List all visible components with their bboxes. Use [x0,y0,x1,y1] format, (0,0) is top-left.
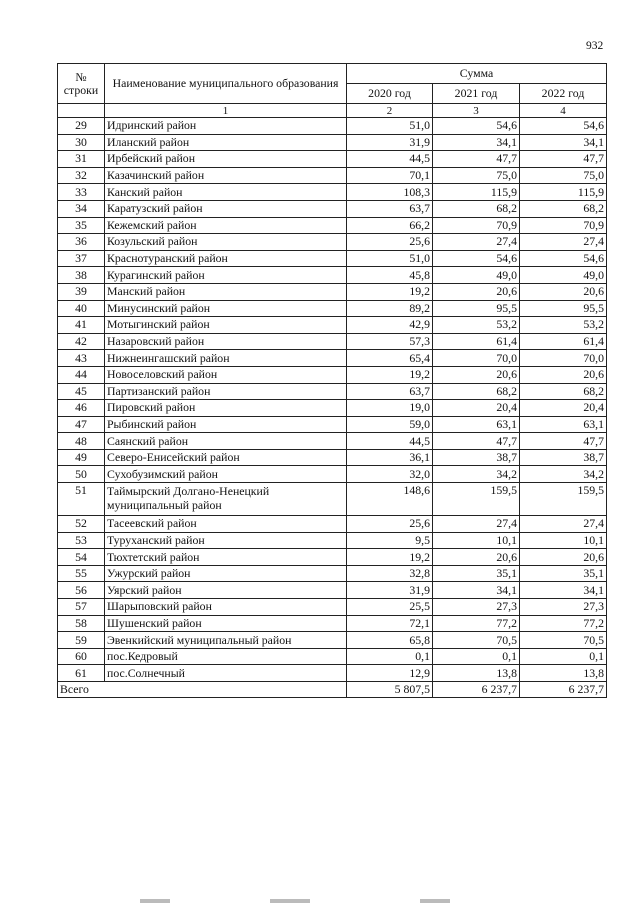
municipality-name-cell: Партизанский район [105,383,347,400]
value-2020-cell: 9,5 [347,532,433,549]
municipality-name-cell: Пировский район [105,400,347,417]
value-2020-cell: 108,3 [347,184,433,201]
row-number-cell: 30 [58,134,105,151]
column-number-3: 3 [433,104,520,118]
municipality-name-cell: Казачинский район [105,167,347,184]
total-2021: 6 237,7 [433,682,520,698]
value-2020-cell: 63,7 [347,200,433,217]
value-2022-cell: 54,6 [520,250,607,267]
value-2020-cell: 31,9 [347,582,433,599]
value-2022-cell: 68,2 [520,200,607,217]
municipality-name-cell: Назаровский район [105,333,347,350]
value-2021-cell: 47,7 [433,151,520,168]
value-2022-cell: 27,3 [520,599,607,616]
municipality-name-cell: Шушенский район [105,615,347,632]
value-2020-cell: 25,6 [347,234,433,251]
table-row [58,151,607,168]
table-row [58,267,607,284]
value-2022-cell: 20,4 [520,400,607,417]
table-row [58,516,607,533]
value-2020-cell: 44,5 [347,433,433,450]
value-2022-cell: 53,2 [520,317,607,334]
value-2021-cell: 68,2 [433,200,520,217]
table-row [58,648,607,665]
value-2021-cell: 53,2 [433,317,520,334]
row-number-cell: 58 [58,615,105,632]
value-2022-cell: 34,2 [520,466,607,483]
table-row [58,250,607,267]
municipality-name-cell: Шарыповский район [105,599,347,616]
value-2022-cell: 47,7 [520,433,607,450]
value-2021-cell: 70,9 [433,217,520,234]
row-number-cell: 59 [58,632,105,649]
value-2020-cell: 65,8 [347,632,433,649]
row-number-cell: 46 [58,400,105,417]
value-2021-cell: 34,1 [433,134,520,151]
row-number-cell: 51 [58,483,105,516]
row-number-cell: 57 [58,599,105,616]
value-2021-cell: 159,5 [433,483,520,516]
row-number-cell: 52 [58,516,105,533]
municipality-name-cell: Манский район [105,283,347,300]
value-2022-cell: 10,1 [520,532,607,549]
municipality-name-cell: пос.Кедровый [105,648,347,665]
column-number-1: 1 [105,104,347,118]
footer-scan-marks [140,897,460,905]
table-row [58,400,607,417]
value-2022-cell: 38,7 [520,449,607,466]
row-number-cell: 31 [58,151,105,168]
value-2022-cell: 77,2 [520,615,607,632]
value-2020-cell: 32,8 [347,565,433,582]
row-number-cell: 43 [58,350,105,367]
value-2022-cell: 34,1 [520,582,607,599]
value-2021-cell: 77,2 [433,615,520,632]
column-number-2: 2 [347,104,433,118]
value-2021-cell: 20,6 [433,283,520,300]
row-number-header-line2: строки [63,82,99,97]
table-row [58,366,607,383]
table-row [58,483,607,516]
value-2020-cell: 59,0 [347,416,433,433]
value-2020-cell: 70,1 [347,167,433,184]
row-number-cell: 35 [58,217,105,234]
value-2020-cell: 19,2 [347,549,433,566]
row-number-cell: 56 [58,582,105,599]
value-2022-cell: 27,4 [520,234,607,251]
row-number-cell: 44 [58,366,105,383]
table-row [58,217,607,234]
column-number-4: 4 [520,104,607,118]
value-2022-cell: 13,8 [520,665,607,682]
value-2022-cell: 35,1 [520,565,607,582]
table-row [58,317,607,334]
row-number-cell: 47 [58,416,105,433]
row-number-cell: 33 [58,184,105,201]
value-2020-cell: 51,0 [347,250,433,267]
municipality-name-cell: Канский район [105,184,347,201]
table-row [58,383,607,400]
table-row [58,532,607,549]
table-row [58,449,607,466]
table-row [58,333,607,350]
value-2020-cell: 65,4 [347,350,433,367]
value-2020-cell: 31,9 [347,134,433,151]
row-number-cell: 45 [58,383,105,400]
value-2022-cell: 70,0 [520,350,607,367]
table-row [58,565,607,582]
value-2022-cell: 159,5 [520,483,607,516]
total-row [58,682,607,698]
value-2020-cell: 148,6 [347,483,433,516]
value-2021-cell: 47,7 [433,433,520,450]
municipality-name-cell: Минусинский район [105,300,347,317]
municipality-name-cell: Саянский район [105,433,347,450]
table-row [58,466,607,483]
value-2021-cell: 95,5 [433,300,520,317]
table-row [58,283,607,300]
table-row [58,118,607,135]
value-2020-cell: 66,2 [347,217,433,234]
row-number-cell: 50 [58,466,105,483]
value-2020-cell: 72,1 [347,615,433,632]
municipality-name-cell: Краснотуранский район [105,250,347,267]
row-number-cell: 32 [58,167,105,184]
page-number: 932 [586,40,604,52]
value-2021-cell: 54,6 [433,250,520,267]
value-2021-cell: 20,6 [433,366,520,383]
value-2020-cell: 51,0 [347,118,433,135]
table-row [58,234,607,251]
value-2022-cell: 49,0 [520,267,607,284]
row-number-cell: 38 [58,267,105,284]
value-2022-cell: 47,7 [520,151,607,168]
municipality-name-cell: Мотыгинский район [105,317,347,334]
row-number-cell: 34 [58,200,105,217]
municipality-name-cell: Уярский район [105,582,347,599]
municipality-name-cell: Нижнеингашский район [105,350,347,367]
municipality-name-cell: Эвенкийский муниципальный район [105,632,347,649]
row-number-header [58,64,105,104]
municipality-name-cell: Каратузский район [105,200,347,217]
table-row [58,134,607,151]
value-2020-cell: 0,1 [347,648,433,665]
table-row [58,549,607,566]
year-header-2020: 2020 год [347,84,433,104]
row-number-cell: 49 [58,449,105,466]
value-2020-cell: 25,6 [347,516,433,533]
value-2022-cell: 54,6 [520,118,607,135]
table-row [58,184,607,201]
value-2021-cell: 13,8 [433,665,520,682]
value-2021-cell: 68,2 [433,383,520,400]
row-number-cell: 42 [58,333,105,350]
value-2021-cell: 70,0 [433,350,520,367]
row-number-cell: 53 [58,532,105,549]
value-2020-cell: 12,9 [347,665,433,682]
row-number-cell: 60 [58,648,105,665]
year-header-2021: 2021 год [433,84,520,104]
value-2022-cell: 63,1 [520,416,607,433]
value-2020-cell: 57,3 [347,333,433,350]
row-number-header-line1: № [75,69,87,84]
municipality-name-cell: Козульский район [105,234,347,251]
row-number-cell: 41 [58,317,105,334]
value-2022-cell: 68,2 [520,383,607,400]
table-row [58,350,607,367]
table-row [58,300,607,317]
value-2021-cell: 115,9 [433,184,520,201]
row-number-cell: 61 [58,665,105,682]
table-row [58,416,607,433]
value-2021-cell: 61,4 [433,333,520,350]
value-2022-cell: 70,9 [520,217,607,234]
row-number-cell: 54 [58,549,105,566]
row-number-cell: 36 [58,234,105,251]
value-2020-cell: 89,2 [347,300,433,317]
municipality-name-cell: Ужурский район [105,565,347,582]
municipality-name-cell: Таймырский Долгано-Ненецкий муниципальный район [105,483,347,516]
value-2020-cell: 19,2 [347,366,433,383]
value-2021-cell: 49,0 [433,267,520,284]
year-header-2022: 2022 год [520,84,607,104]
value-2020-cell: 19,0 [347,400,433,417]
table-row [58,665,607,682]
value-2021-cell: 10,1 [433,532,520,549]
total-2022: 6 237,7 [520,682,607,698]
value-2022-cell: 75,0 [520,167,607,184]
value-2022-cell: 61,4 [520,333,607,350]
table-body [58,118,607,682]
value-2020-cell: 42,9 [347,317,433,334]
value-2020-cell: 44,5 [347,151,433,168]
value-2022-cell: 70,5 [520,632,607,649]
row-number-cell: 37 [58,250,105,267]
value-2020-cell: 19,2 [347,283,433,300]
value-2020-cell: 32,0 [347,466,433,483]
value-2021-cell: 34,2 [433,466,520,483]
value-2021-cell: 34,1 [433,582,520,599]
municipality-name-cell: Рыбинский район [105,416,347,433]
value-2020-cell: 36,1 [347,449,433,466]
municipality-name-cell: Ирбейский район [105,151,347,168]
column-number-blank [58,104,105,118]
table-row [58,615,607,632]
value-2021-cell: 27,4 [433,516,520,533]
value-2021-cell: 75,0 [433,167,520,184]
row-number-cell: 39 [58,283,105,300]
value-2022-cell: 34,1 [520,134,607,151]
table-row [58,433,607,450]
value-2020-cell: 63,7 [347,383,433,400]
table-row [58,200,607,217]
value-2021-cell: 70,5 [433,632,520,649]
municipality-name-cell: Сухобузимский район [105,466,347,483]
budget-table [57,63,607,698]
value-2022-cell: 20,6 [520,549,607,566]
row-number-cell: 29 [58,118,105,135]
value-2021-cell: 54,6 [433,118,520,135]
total-2020: 5 807,5 [347,682,433,698]
sum-header: Сумма [347,64,607,84]
value-2021-cell: 35,1 [433,565,520,582]
municipality-name-cell: Идринский район [105,118,347,135]
municipality-name-cell: Иланский район [105,134,347,151]
municipality-name-cell: Курагинский район [105,267,347,284]
row-number-cell: 48 [58,433,105,450]
value-2021-cell: 20,6 [433,549,520,566]
value-2022-cell: 20,6 [520,366,607,383]
table-row [58,167,607,184]
table-header [58,64,607,118]
value-2021-cell: 27,4 [433,234,520,251]
value-2021-cell: 27,3 [433,599,520,616]
municipality-name-cell: Туруханский район [105,532,347,549]
value-2022-cell: 27,4 [520,516,607,533]
table-row [58,632,607,649]
row-number-cell: 40 [58,300,105,317]
municipality-name-cell: Кежемский район [105,217,347,234]
total-label: Всего [58,682,347,698]
value-2020-cell: 25,5 [347,599,433,616]
name-header: Наименование муниципального образования [105,64,347,104]
value-2020-cell: 45,8 [347,267,433,284]
value-2021-cell: 0,1 [433,648,520,665]
value-2021-cell: 38,7 [433,449,520,466]
value-2022-cell: 115,9 [520,184,607,201]
municipality-name-cell: Тюхтетский район [105,549,347,566]
value-2022-cell: 0,1 [520,648,607,665]
value-2022-cell: 20,6 [520,283,607,300]
value-2021-cell: 20,4 [433,400,520,417]
table-row [58,599,607,616]
table-row [58,582,607,599]
row-number-cell: 55 [58,565,105,582]
value-2022-cell: 95,5 [520,300,607,317]
municipality-name-cell: Северо-Енисейский район [105,449,347,466]
municipality-name-cell: Тасеевский район [105,516,347,533]
value-2021-cell: 63,1 [433,416,520,433]
municipality-name-cell: Новоселовский район [105,366,347,383]
municipality-name-cell: пос.Солнечный [105,665,347,682]
